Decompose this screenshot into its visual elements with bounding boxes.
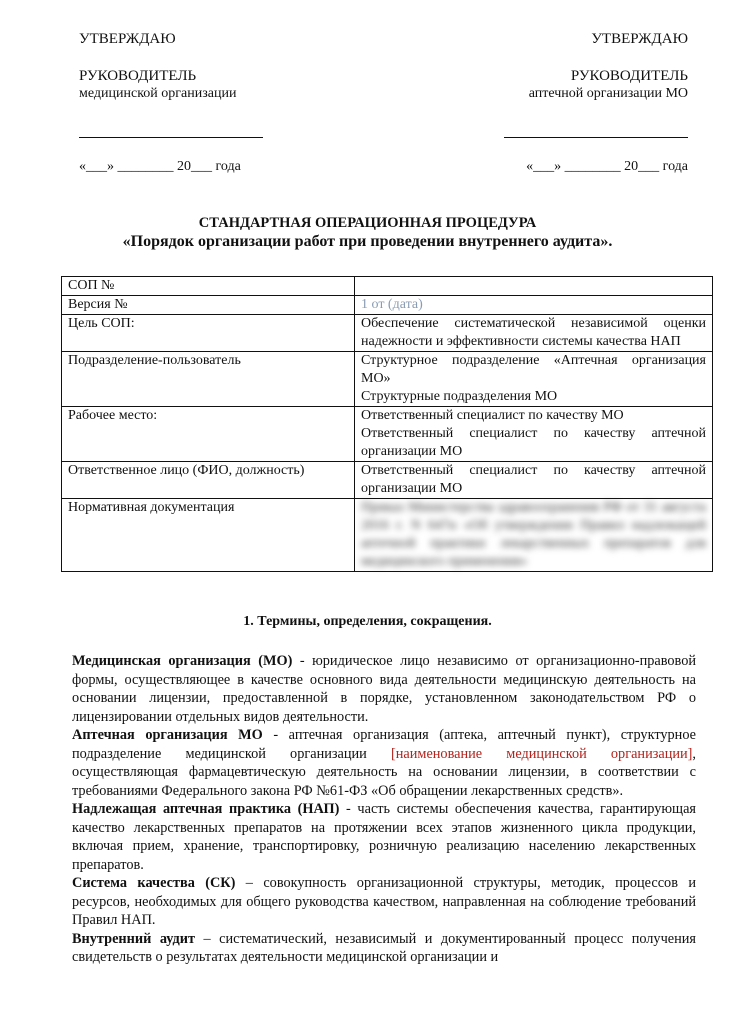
definition-text: – совокупность организационной структуры, методик, процессов и ресурсов, необходимых для общего руководства качеством, направленная на соблюдение требований Правил НАП.: [72, 875, 696, 928]
table-row: [62, 277, 713, 296]
definitions-list: [72, 652, 696, 967]
responsible-label: Ответственное лицо (ФИО, должность): [62, 462, 355, 499]
normative-value-text: Приказ Министерства здравоохранения РФ от 31 августа 2016 г. N 647н «Об утверждении Правил надлежащей аптечной практики лекарственных препаратов для медицинского применения»: [361, 500, 706, 569]
approval-title: УТВЕРЖДАЮ: [591, 31, 688, 47]
goal-label: Цель СОП:: [62, 315, 355, 352]
division-value-2: Структурные подразделения МО: [361, 389, 558, 404]
definition-term: Аптечная организация МО: [72, 727, 263, 743]
normative-value: [355, 499, 713, 572]
definition-term: Медицинская организация (МО): [72, 653, 293, 669]
definition-text: – систематический, независимый и документированный процесс получения свидетельств о результатах деятельности медицинской организации и: [72, 930, 696, 965]
approval-date: «___» ________ 20___ года: [79, 159, 241, 174]
division-value-1: Структурное подразделение «Аптечная организация МО»: [361, 353, 706, 386]
definition-term: Внутренний аудит: [72, 930, 196, 947]
approval-date: «___» ________ 20___ года: [526, 159, 688, 174]
definition-item: [72, 652, 696, 726]
workplace-value-2: Ответственный специалист по качеству аптечной организации МО: [361, 426, 706, 459]
table-row: [62, 407, 713, 462]
approval-block-left: [79, 30, 263, 176]
workplace-value-1: Ответственный специалист по качеству МО: [361, 408, 624, 423]
approval-role: РУКОВОДИТЕЛЬ: [570, 68, 688, 84]
approval-role: РУКОВОДИТЕЛЬ: [79, 68, 197, 84]
signature-line: [504, 137, 688, 138]
table-row: [62, 315, 713, 352]
definition-term: Система качества (СК): [72, 875, 236, 891]
division-label: Подразделение-пользователь: [62, 352, 355, 407]
title-line-2: «Порядок организации работ при проведении внутреннего аудита».: [122, 233, 613, 250]
definition-term: Надлежащая аптечная практика (НАП): [72, 801, 340, 817]
definition-text: - аптечная организация (аптека, аптечный пункт), структурное подразделение медицинской организации: [72, 727, 697, 762]
sop-number-label: СОП №: [62, 277, 355, 296]
definition-item: [72, 930, 696, 967]
version-date: от (дата): [368, 297, 423, 312]
table-row: [62, 462, 713, 499]
responsible-value: Ответственный специалист по качеству аптечной организации МО: [355, 462, 713, 499]
version-number: 1: [361, 297, 368, 312]
sop-number-value: [355, 277, 713, 296]
workplace-label: Рабочее место:: [62, 407, 355, 462]
approval-org: медицинской организации: [79, 86, 237, 101]
normative-label: Нормативная документация: [62, 499, 355, 572]
definition-text: - юридическое лицо независимо от организационно-правовой формы, осуществляющее в качестве основного вида деятельности медицинскую деятельность на основании лицензии, предоставленной в порядке, установленном законодательством РФ о лицензировании отдельных видов деятельности.: [72, 653, 697, 725]
definition-item: [72, 800, 696, 874]
definition-item: [72, 726, 696, 800]
title-line-1: СТАНДАРТНАЯ ОПЕРАЦИОННАЯ ПРОЦЕДУРА: [198, 215, 537, 231]
approval-block-right: [504, 30, 688, 176]
table-row: [62, 352, 713, 407]
version-value: [355, 296, 713, 315]
definition-text: - часть системы обеспечения качества, гарантирующая качество лекарственных препаратов на протяжении всех этапов жизненного цикла продукции, включая прием, хранение, транспортировку, розничную реализацию населению лекарственных препаратов.: [72, 801, 696, 873]
definition-text: , осуществляющая фармацевтическую деятельность на основании лицензии, в соответствии с требованиями Федерального закона РФ №61-ФЗ «Об обращении лекарственных средств».: [72, 745, 696, 799]
approval-org: аптечной организации МО: [528, 86, 688, 101]
division-value: [355, 352, 713, 407]
version-label: Версия №: [62, 296, 355, 315]
section-heading: 1. Термины, определения, сокращения.: [243, 614, 492, 629]
document-title: [0, 214, 735, 252]
workplace-value: [355, 407, 713, 462]
approval-title: УТВЕРЖДАЮ: [79, 31, 176, 47]
signature-line: [79, 137, 263, 138]
table-row: [62, 296, 713, 315]
sop-info-table: [61, 276, 713, 572]
goal-value: Обеспечение систематической независимой оценки надежности и эффективности системы качества НАП: [355, 315, 713, 352]
table-row: [62, 499, 713, 572]
placeholder-highlight: [наименование медицинской организации]: [390, 745, 693, 762]
definition-item: [72, 874, 696, 930]
